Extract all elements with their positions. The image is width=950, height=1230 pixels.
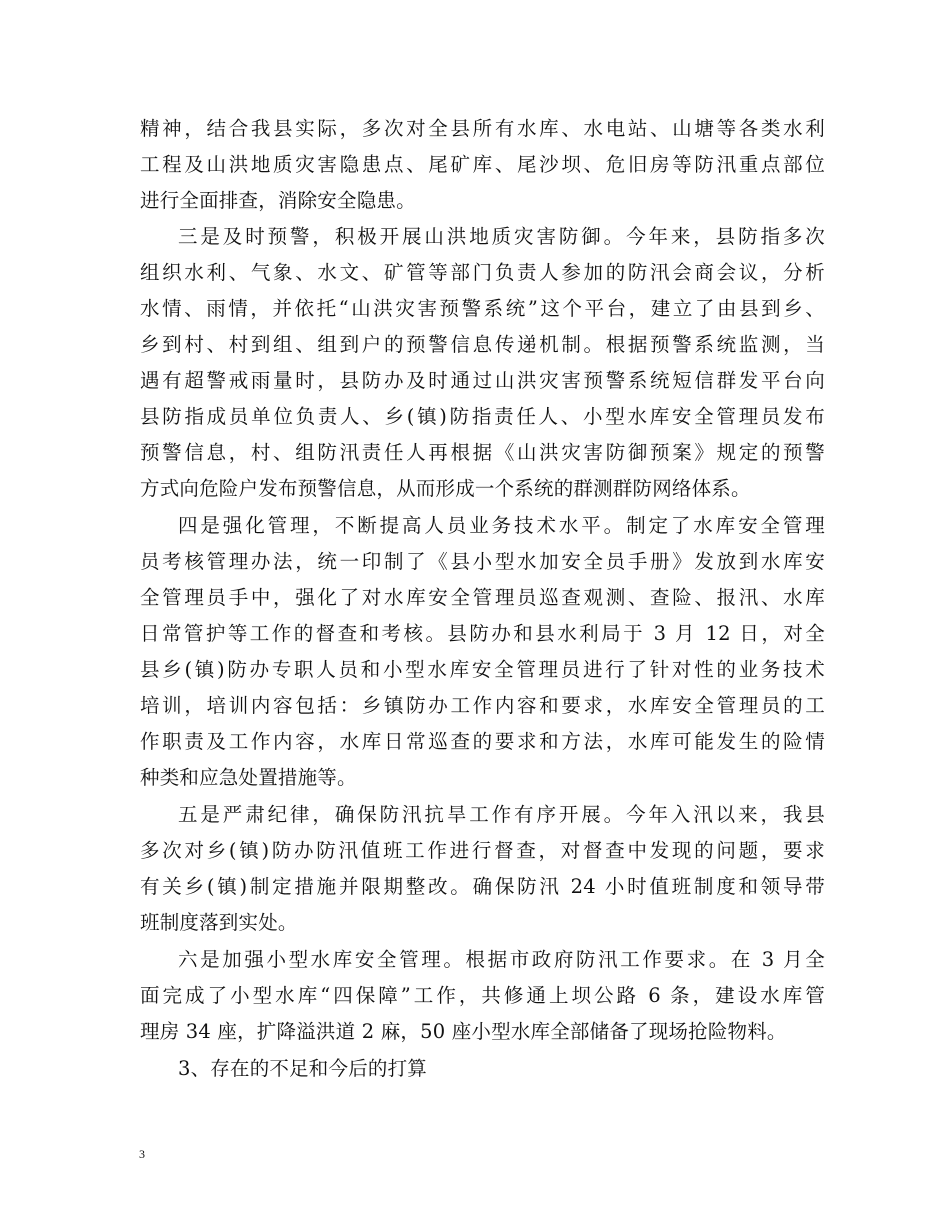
text-line: 有关乡(镇)制定措施并限期整改。确保防汛 24 小时值班制度和领导带 xyxy=(140,875,825,898)
text-line: 县乡(镇)防办专职人员和小型水库安全管理员进行了针对性的业务技术 xyxy=(140,658,825,681)
page-number: 3 xyxy=(139,1147,145,1161)
text-line: 四是强化管理，不断提高人员业务技术水平。制定了水库安全管理 xyxy=(178,514,825,537)
text-line: 五是严肃纪律，确保防汛抗旱工作有序开展。今年入汛以来，我县 xyxy=(178,803,825,826)
text-line: 作职责及工作内容，水库日常巡查的要求和方法，水库可能发生的险情 xyxy=(140,730,825,753)
text-line: 多次对乡(镇)防办防汛值班工作进行督查，对督查中发现的问题，要求 xyxy=(140,839,825,862)
text-line: 面完成了小型水库“四保障”工作，共修通上坝公路 6 条，建设水库管 xyxy=(140,984,825,1007)
text-line: 班制度落到实处。 xyxy=(140,911,298,934)
text-line: 员考核管理办法，统一印制了《县小型水加安全员手册》发放到水库安 xyxy=(140,550,825,573)
text-line: 水情、雨情，并依托“山洪灾害预警系统”这个平台，建立了由县到乡、 xyxy=(140,297,825,320)
text-line: 培训，培训内容包括：乡镇防办工作内容和要求，水库安全管理员的工 xyxy=(140,694,825,717)
text-line: 方式向危险户发布预警信息，从而形成一个系统的群测群防网络体系。 xyxy=(140,477,751,500)
text-line: 理房 34 座，扩降溢洪道 2 麻，50 座小型水库全部储备了现场抢险物料。 xyxy=(140,1020,787,1043)
text-line: 三是及时预警，积极开展山洪地质灾害防御。今年来，县防指多次 xyxy=(178,225,825,248)
text-line: 乡到村、村到组、组到户的预警信息传递机制。根据预警系统监测，当 xyxy=(140,333,825,356)
text-line: 预警信息，村、组防汛责任人再根据《山洪灾害防御预案》规定的预警 xyxy=(140,441,825,464)
text-line: 进行全面排查，消除安全隐患。 xyxy=(140,189,416,212)
text-line: 工程及山洪地质灾害隐患点、尾矿库、尾沙坝、危旧房等防汛重点部位 xyxy=(140,153,825,176)
text-line: 精神，结合我县实际，多次对全县所有水库、水电站、山塘等各类水利 xyxy=(140,117,825,140)
text-line: 种类和应急处置措施等。 xyxy=(140,766,357,789)
text-line: 遇有超警戒雨量时，县防办及时通过山洪灾害预警系统短信群发平台向 xyxy=(140,369,825,392)
text-line: 全管理员手中，强化了对水库安全管理员巡查观测、查险、报汛、水库 xyxy=(140,586,825,609)
text-line: 组织水利、气象、水文、矿管等部门负责人参加的防汛会商会议，分析 xyxy=(140,261,825,284)
text-line: 县防指成员单位负责人、乡(镇)防指责任人、小型水库安全管理员发布 xyxy=(140,405,825,428)
text-line: 六是加强小型水库安全管理。根据市政府防汛工作要求。在 3 月全 xyxy=(178,948,825,971)
text-line: 日常管护等工作的督查和考核。县防办和县水利局于 3 月 12 日，对全 xyxy=(140,622,825,645)
section-heading: 3、存在的不足和今后的打算 xyxy=(178,1057,428,1080)
